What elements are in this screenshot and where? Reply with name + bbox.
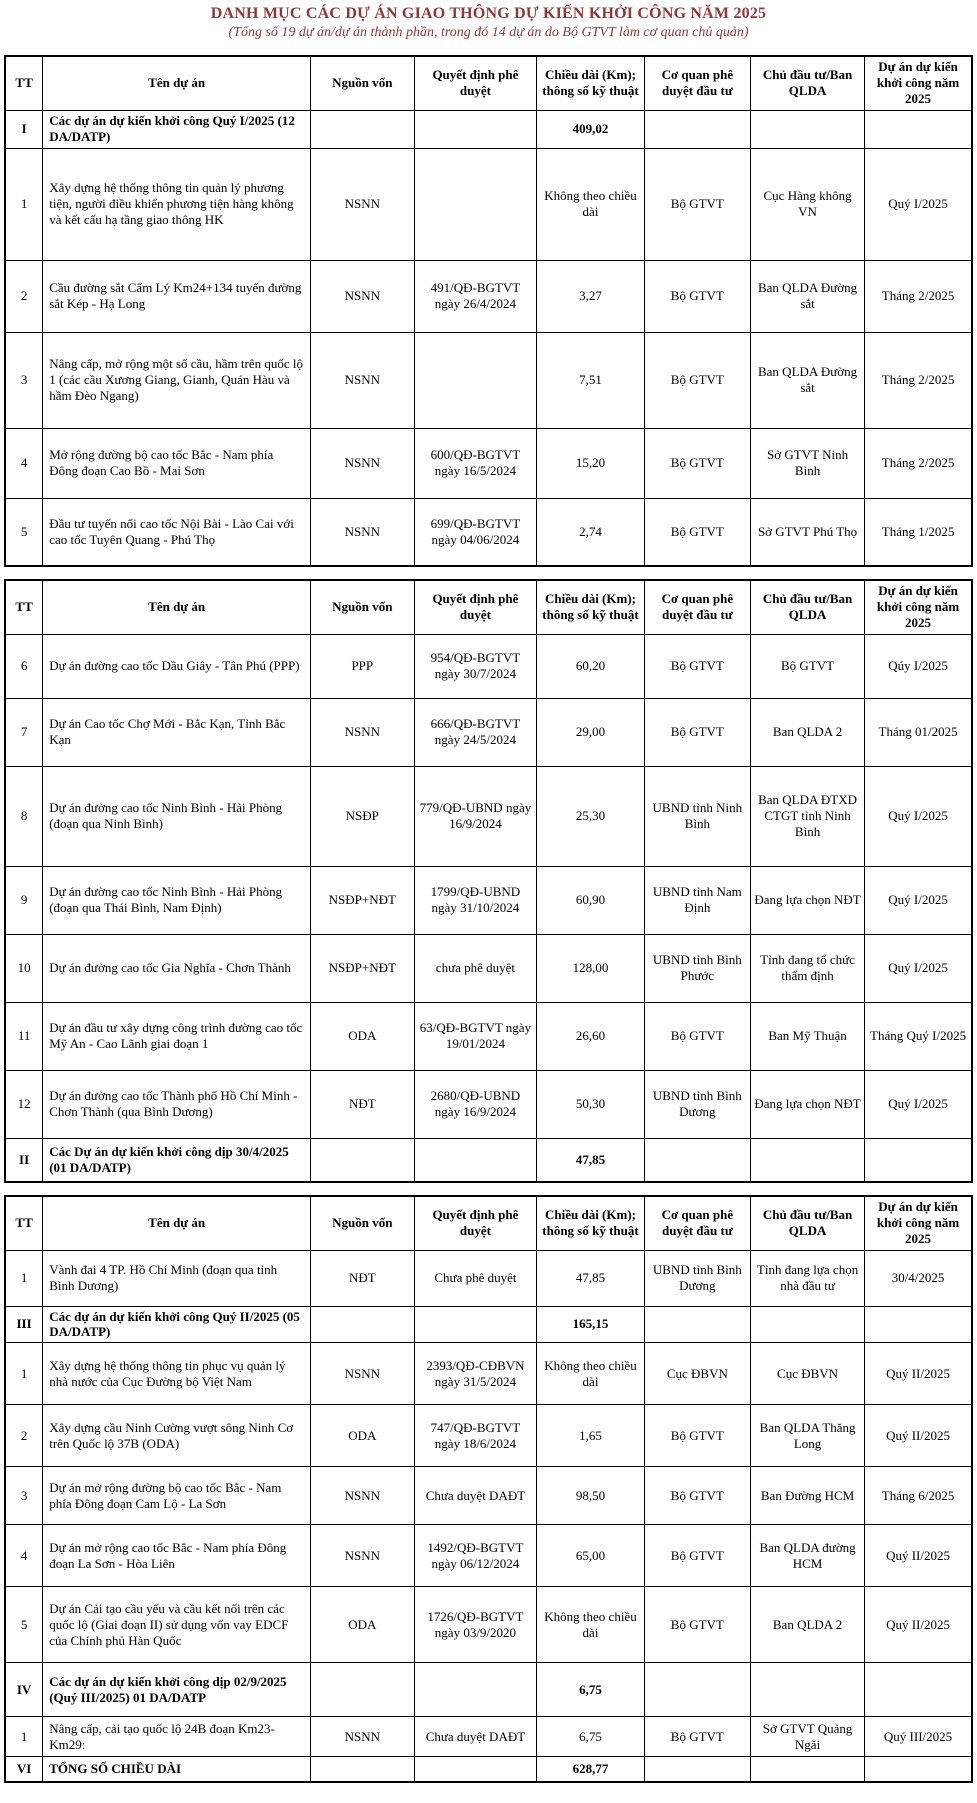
cell-length: 65,00 bbox=[537, 1525, 644, 1587]
column-header: Chủ đầu tư/Ban QLDA bbox=[751, 1196, 865, 1250]
cell-approval-agency: Bộ GTVT bbox=[644, 634, 750, 698]
cell-approval-agency: Bộ GTVT bbox=[644, 498, 750, 566]
cell-funding-source: PPP bbox=[311, 634, 414, 698]
column-header: Chiều dài (Km); thông số kỹ thuật bbox=[537, 1196, 644, 1250]
cell-investor: Cục ĐBVN bbox=[751, 1343, 865, 1405]
cell-project-name: Dự án đường cao tốc Ninh Bình - Hải Phòng (đoạn qua Ninh Bình) bbox=[43, 766, 311, 866]
cell-expected-start: Tháng 01/2025 bbox=[865, 698, 972, 766]
cell-investor bbox=[751, 1306, 865, 1343]
section-summary-row bbox=[5, 1757, 972, 1782]
header-row bbox=[5, 580, 972, 634]
project-row bbox=[5, 498, 972, 566]
cell-investor: Tỉnh đang tổ chức thẩm định bbox=[751, 934, 865, 1002]
cell-approval-decision: 699/QĐ-BGTVT ngày 04/06/2024 bbox=[414, 498, 537, 566]
cell-approval-decision: 747/QĐ-BGTVT ngày 18/6/2024 bbox=[414, 1405, 537, 1467]
cell-expected-start: Quý I/2025 bbox=[865, 766, 972, 866]
column-header: Nguồn vốn bbox=[311, 56, 414, 110]
cell-length: Không theo chiều dài bbox=[537, 1587, 644, 1663]
cell-project-name: Nâng cấp, mở rộng một số cầu, hầm trên quốc lộ 1 (các cầu Xương Giang, Gianh, Quán Hàu và hầm Đèo Ngang) bbox=[43, 332, 311, 428]
cell-project-name: TỔNG SỐ CHIỀU DÀI bbox=[43, 1757, 311, 1782]
cell-funding-source: ODA bbox=[311, 1405, 414, 1467]
column-header: Cơ quan phê duyệt đầu tư bbox=[644, 580, 750, 634]
cell-tt: I bbox=[5, 110, 43, 148]
cell-expected-start: Quý I/2025 bbox=[865, 1070, 972, 1138]
cell-expected-start: Quý II/2025 bbox=[865, 1343, 972, 1405]
cell-funding-source: NĐT bbox=[311, 1250, 414, 1306]
column-header: Tên dự án bbox=[43, 56, 311, 110]
header-row bbox=[5, 56, 972, 110]
cell-funding-source: NĐT bbox=[311, 1070, 414, 1138]
cell-approval-decision bbox=[414, 1663, 537, 1717]
cell-expected-start bbox=[865, 1306, 972, 1343]
cell-investor: Ban QLDA Đường sắt bbox=[751, 332, 865, 428]
project-row bbox=[5, 634, 972, 698]
cell-tt: IV bbox=[5, 1663, 43, 1717]
cell-project-name: Đầu tư tuyến nối cao tốc Nội Bài - Lào Cai với cao tốc Tuyên Quang - Phú Thọ bbox=[43, 498, 311, 566]
cell-funding-source: NSNN bbox=[311, 1467, 414, 1525]
cell-approval-agency: Bộ GTVT bbox=[644, 1525, 750, 1587]
projects-table bbox=[4, 1195, 973, 1783]
cell-length: 6,75 bbox=[537, 1717, 644, 1757]
cell-tt: 7 bbox=[5, 698, 43, 766]
cell-investor: Bộ GTVT bbox=[751, 634, 865, 698]
cell-approval-agency bbox=[644, 110, 750, 148]
cell-length: 50,30 bbox=[537, 1070, 644, 1138]
cell-tt: 3 bbox=[5, 1467, 43, 1525]
cell-expected-start bbox=[865, 1138, 972, 1182]
header-row bbox=[5, 1196, 972, 1250]
cell-approval-decision: Chưa duyệt DAĐT bbox=[414, 1467, 537, 1525]
cell-length: 25,30 bbox=[537, 766, 644, 866]
cell-length: 2,74 bbox=[537, 498, 644, 566]
cell-tt: 1 bbox=[5, 1343, 43, 1405]
cell-funding-source: ODA bbox=[311, 1587, 414, 1663]
cell-investor: Ban QLDA Đường sắt bbox=[751, 260, 865, 332]
cell-approval-decision: Chưa duyệt DAĐT bbox=[414, 1717, 537, 1757]
cell-approval-agency: Cục ĐBVN bbox=[644, 1343, 750, 1405]
cell-length: 7,51 bbox=[537, 332, 644, 428]
cell-project-name: Nâng cấp, cải tạo quốc lộ 24B đoạn Km23-Km29: bbox=[43, 1717, 311, 1757]
cell-approval-decision bbox=[414, 110, 537, 148]
cell-approval-decision: 954/QĐ-BGTVT ngày 30/7/2024 bbox=[414, 634, 537, 698]
cell-approval-agency: Bộ GTVT bbox=[644, 1717, 750, 1757]
cell-project-name: Dự án đường cao tốc Thành phố Hồ Chí Minh - Chơn Thành (qua Bình Dương) bbox=[43, 1070, 311, 1138]
project-row bbox=[5, 260, 972, 332]
projects-table bbox=[4, 55, 973, 567]
column-header: Dự án dự kiến khởi công năm 2025 bbox=[865, 580, 972, 634]
cell-approval-decision: 1726/QĐ-BGTVT ngày 03/9/2020 bbox=[414, 1587, 537, 1663]
cell-approval-agency: UBND tỉnh Ninh Bình bbox=[644, 766, 750, 866]
cell-approval-decision bbox=[414, 1138, 537, 1182]
cell-funding-source bbox=[311, 1757, 414, 1782]
cell-length: 60,90 bbox=[537, 866, 644, 934]
cell-approval-agency: UBND tỉnh Bình Dương bbox=[644, 1070, 750, 1138]
cell-length: 165,15 bbox=[537, 1306, 644, 1343]
cell-expected-start: Quý I/2025 bbox=[865, 866, 972, 934]
cell-project-name: Các dự án dự kiến khởi công dịp 02/9/2025 (Quý III/2025) 01 DA/DATP bbox=[43, 1663, 311, 1717]
cell-investor: Ban QLDA 2 bbox=[751, 698, 865, 766]
cell-approval-agency: Bộ GTVT bbox=[644, 428, 750, 498]
column-header: Dự án dự kiến khởi công năm 2025 bbox=[865, 1196, 972, 1250]
project-row bbox=[5, 428, 972, 498]
cell-approval-decision bbox=[414, 1306, 537, 1343]
cell-length: 26,60 bbox=[537, 1002, 644, 1070]
column-header: Nguồn vốn bbox=[311, 580, 414, 634]
cell-funding-source bbox=[311, 110, 414, 148]
column-header: Chủ đầu tư/Ban QLDA bbox=[751, 56, 865, 110]
cell-expected-start: Quý I/2025 bbox=[865, 934, 972, 1002]
cell-approval-agency: Bộ GTVT bbox=[644, 148, 750, 260]
cell-approval-agency: Bộ GTVT bbox=[644, 1405, 750, 1467]
cell-expected-start: Tháng 2/2025 bbox=[865, 428, 972, 498]
cell-tt: 12 bbox=[5, 1070, 43, 1138]
cell-approval-agency: Bộ GTVT bbox=[644, 1587, 750, 1663]
cell-funding-source bbox=[311, 1138, 414, 1182]
column-header: Quyết định phê duyệt bbox=[414, 56, 537, 110]
project-row bbox=[5, 1070, 972, 1138]
column-header: Nguồn vốn bbox=[311, 1196, 414, 1250]
cell-approval-decision bbox=[414, 1757, 537, 1782]
cell-approval-agency: UBND tỉnh Nam Định bbox=[644, 866, 750, 934]
cell-approval-decision: 1492/QĐ-BGTVT ngày 06/12/2024 bbox=[414, 1525, 537, 1587]
cell-approval-decision: 2393/QĐ-CĐBVN ngày 31/5/2024 bbox=[414, 1343, 537, 1405]
project-row bbox=[5, 1525, 972, 1587]
column-header: TT bbox=[5, 56, 43, 110]
project-row bbox=[5, 1717, 972, 1757]
cell-funding-source bbox=[311, 1306, 414, 1343]
column-header: Quyết định phê duyệt bbox=[414, 580, 537, 634]
cell-investor bbox=[751, 1757, 865, 1782]
project-tables-container bbox=[4, 55, 973, 1783]
column-header: Chủ đầu tư/Ban QLDA bbox=[751, 580, 865, 634]
cell-length: 3,27 bbox=[537, 260, 644, 332]
cell-approval-agency: Bộ GTVT bbox=[644, 260, 750, 332]
cell-length: 29,00 bbox=[537, 698, 644, 766]
cell-funding-source: NSĐP+NĐT bbox=[311, 866, 414, 934]
project-row bbox=[5, 1250, 972, 1306]
cell-project-name: Dự án đường cao tốc Gia Nghĩa - Chơn Thành bbox=[43, 934, 311, 1002]
cell-funding-source: NSNN bbox=[311, 1717, 414, 1757]
cell-length: 47,85 bbox=[537, 1138, 644, 1182]
cell-investor: Sở GTVT Quảng Ngãi bbox=[751, 1717, 865, 1757]
cell-investor: Sở GTVT Phú Thọ bbox=[751, 498, 865, 566]
cell-length: 98,50 bbox=[537, 1467, 644, 1525]
cell-expected-start: 30/4/2025 bbox=[865, 1250, 972, 1306]
cell-approval-decision: 491/QĐ-BGTVT ngày 26/4/2024 bbox=[414, 260, 537, 332]
cell-funding-source: NSĐP bbox=[311, 766, 414, 866]
cell-tt: 2 bbox=[5, 260, 43, 332]
cell-approval-decision bbox=[414, 332, 537, 428]
cell-expected-start: Quý II/2025 bbox=[865, 1525, 972, 1587]
cell-investor: Tỉnh đang lựa chọn nhà đầu tư bbox=[751, 1250, 865, 1306]
project-row bbox=[5, 1587, 972, 1663]
cell-project-name: Dự án Cao tốc Chợ Mới - Bắc Kạn, Tỉnh Bắc Kạn bbox=[43, 698, 311, 766]
project-row bbox=[5, 766, 972, 866]
cell-approval-decision bbox=[414, 148, 537, 260]
cell-investor: Sở GTVT Ninh Bình bbox=[751, 428, 865, 498]
section-summary-row bbox=[5, 110, 972, 148]
cell-approval-agency bbox=[644, 1306, 750, 1343]
cell-investor bbox=[751, 1138, 865, 1182]
column-header: Tên dự án bbox=[43, 1196, 311, 1250]
cell-length: 128,00 bbox=[537, 934, 644, 1002]
cell-investor: Ban QLDA 2 bbox=[751, 1587, 865, 1663]
cell-tt: 1 bbox=[5, 1250, 43, 1306]
cell-tt: 4 bbox=[5, 428, 43, 498]
cell-investor: Đang lựa chọn NĐT bbox=[751, 1070, 865, 1138]
cell-tt: 9 bbox=[5, 866, 43, 934]
cell-approval-agency: UBND tỉnh Bình Phước bbox=[644, 934, 750, 1002]
cell-approval-agency bbox=[644, 1138, 750, 1182]
cell-approval-decision: 1799/QĐ-UBND ngày 31/10/2024 bbox=[414, 866, 537, 934]
cell-tt: II bbox=[5, 1138, 43, 1182]
project-row bbox=[5, 1405, 972, 1467]
cell-tt: 3 bbox=[5, 332, 43, 428]
cell-length: 15,20 bbox=[537, 428, 644, 498]
cell-length: Không theo chiều dài bbox=[537, 1343, 644, 1405]
column-header: TT bbox=[5, 1196, 43, 1250]
cell-tt: 6 bbox=[5, 634, 43, 698]
cell-investor: Ban Mỹ Thuận bbox=[751, 1002, 865, 1070]
cell-investor: Đang lựa chọn NĐT bbox=[751, 866, 865, 934]
cell-investor: Ban QLDA ĐTXD CTGT tỉnh Ninh Bình bbox=[751, 766, 865, 866]
cell-approval-decision: chưa phê duyệt bbox=[414, 934, 537, 1002]
cell-funding-source: NSNN bbox=[311, 332, 414, 428]
cell-tt: 2 bbox=[5, 1405, 43, 1467]
project-row bbox=[5, 1343, 972, 1405]
cell-project-name: Các dự án dự kiến khởi công Quý I/2025 (12 DA/DATP) bbox=[43, 110, 311, 148]
cell-expected-start: Tháng Quý I/2025 bbox=[865, 1002, 972, 1070]
cell-approval-agency bbox=[644, 1757, 750, 1782]
column-header: Tên dự án bbox=[43, 580, 311, 634]
page-subtitle: (Tổng số 19 dự án/dự án thành phần, trong đó 14 dự án do Bộ GTVT làm cơ quan chủ quản) bbox=[228, 25, 749, 40]
cell-approval-decision: 666/QĐ-BGTVT ngày 24/5/2024 bbox=[414, 698, 537, 766]
cell-project-name: Xây dựng hệ thống thông tin quản lý phương tiện, người điều khiển phương tiện hàng không và kết cấu hạ tầng giao thông HK bbox=[43, 148, 311, 260]
cell-approval-decision: Chưa phê duyệt bbox=[414, 1250, 537, 1306]
column-header: Cơ quan phê duyệt đầu tư bbox=[644, 1196, 750, 1250]
cell-funding-source: NSĐP+NĐT bbox=[311, 934, 414, 1002]
cell-approval-agency: Bộ GTVT bbox=[644, 1002, 750, 1070]
cell-project-name: Dự án mở rộng đường bộ cao tốc Bắc - Nam phía Đông đoạn Cam Lộ - La Sơn bbox=[43, 1467, 311, 1525]
cell-project-name: Dự án đầu tư xây dựng công trình đường cao tốc Mỹ An - Cao Lãnh giai đoạn 1 bbox=[43, 1002, 311, 1070]
cell-approval-agency: Bộ GTVT bbox=[644, 332, 750, 428]
cell-approval-decision: 63/QĐ-BGTVT ngày 19/01/2024 bbox=[414, 1002, 537, 1070]
cell-length: 47,85 bbox=[537, 1250, 644, 1306]
cell-length: 6,75 bbox=[537, 1663, 644, 1717]
cell-funding-source: NSNN bbox=[311, 498, 414, 566]
cell-project-name: Xây dựng hệ thống thông tin phục vụ quản lý nhà nước của Cục Đường bộ Việt Nam bbox=[43, 1343, 311, 1405]
cell-funding-source: NSNN bbox=[311, 1525, 414, 1587]
column-header: Cơ quan phê duyệt đầu tư bbox=[644, 56, 750, 110]
cell-length: 60,20 bbox=[537, 634, 644, 698]
cell-project-name: Dự án mở rộng cao tốc Bắc - Nam phía Đông đoạn La Sơn - Hòa Liên bbox=[43, 1525, 311, 1587]
cell-funding-source: ODA bbox=[311, 1002, 414, 1070]
cell-tt: 5 bbox=[5, 498, 43, 566]
cell-expected-start: Qúy I/2025 bbox=[865, 634, 972, 698]
cell-approval-agency: Bộ GTVT bbox=[644, 698, 750, 766]
cell-investor: Cục Hàng không VN bbox=[751, 148, 865, 260]
cell-tt: 1 bbox=[5, 1717, 43, 1757]
cell-length: 409,02 bbox=[537, 110, 644, 148]
section-summary-row bbox=[5, 1306, 972, 1343]
cell-approval-agency: UBND tỉnh Bình Dương bbox=[644, 1250, 750, 1306]
cell-expected-start: Quý II/2025 bbox=[865, 1587, 972, 1663]
cell-investor: Ban QLDA Thăng Long bbox=[751, 1405, 865, 1467]
cell-approval-agency bbox=[644, 1663, 750, 1717]
cell-project-name: Xây dựng cầu Ninh Cường vượt sông Ninh Cơ trên Quốc lộ 37B (ODA) bbox=[43, 1405, 311, 1467]
cell-project-name: Các Dự án dự kiến khởi công dịp 30/4/2025 (01 DA/DATP) bbox=[43, 1138, 311, 1182]
cell-approval-decision: 600/QĐ-BGTVT ngày 16/5/2024 bbox=[414, 428, 537, 498]
column-header: TT bbox=[5, 580, 43, 634]
column-header: Chiều dài (Km); thông số kỹ thuật bbox=[537, 56, 644, 110]
cell-approval-agency: Bộ GTVT bbox=[644, 1467, 750, 1525]
cell-funding-source: NSNN bbox=[311, 698, 414, 766]
cell-expected-start: Tháng 2/2025 bbox=[865, 260, 972, 332]
cell-tt: VI bbox=[5, 1757, 43, 1782]
column-header: Quyết định phê duyệt bbox=[414, 1196, 537, 1250]
cell-project-name: Dự án Cải tạo cầu yếu và cầu kết nối trên các quốc lộ (Giai đoạn II) sử dụng vốn vay EDCF của Chính phủ Hàn Quốc bbox=[43, 1587, 311, 1663]
cell-funding-source bbox=[311, 1663, 414, 1717]
cell-length: 1,65 bbox=[537, 1405, 644, 1467]
cell-expected-start: Tháng 6/2025 bbox=[865, 1467, 972, 1525]
cell-expected-start bbox=[865, 110, 972, 148]
project-row bbox=[5, 866, 972, 934]
cell-length: Không theo chiều dài bbox=[537, 148, 644, 260]
page-title: DANH MỤC CÁC DỰ ÁN GIAO THÔNG DỰ KIẾN KHỞI CÔNG NĂM 2025 bbox=[210, 5, 767, 22]
project-row bbox=[5, 1002, 972, 1070]
projects-table bbox=[4, 579, 973, 1183]
cell-expected-start: Quý II/2025 bbox=[865, 1405, 972, 1467]
cell-length: 628,77 bbox=[537, 1757, 644, 1782]
section-summary-row bbox=[5, 1138, 972, 1182]
cell-project-name: Dự án đường cao tốc Dầu Giây - Tân Phú (PPP) bbox=[43, 634, 311, 698]
cell-tt: 11 bbox=[5, 1002, 43, 1070]
project-row bbox=[5, 1467, 972, 1525]
cell-expected-start bbox=[865, 1757, 972, 1782]
cell-funding-source: NSNN bbox=[311, 1343, 414, 1405]
column-header: Chiều dài (Km); thông số kỹ thuật bbox=[537, 580, 644, 634]
cell-tt: 5 bbox=[5, 1587, 43, 1663]
cell-approval-decision: 2680/QĐ-UBND ngày 16/9/2024 bbox=[414, 1070, 537, 1138]
project-row bbox=[5, 332, 972, 428]
cell-tt: 1 bbox=[5, 148, 43, 260]
cell-expected-start: Quý III/2025 bbox=[865, 1717, 972, 1757]
project-row bbox=[5, 148, 972, 260]
cell-investor bbox=[751, 110, 865, 148]
cell-investor: Ban QLDA đường HCM bbox=[751, 1525, 865, 1587]
cell-project-name: Cầu đường sắt Cẩm Lý Km24+134 tuyến đường sắt Kép - Hạ Long bbox=[43, 260, 311, 332]
cell-project-name: Dự án đường cao tốc Ninh Bình - Hải Phòng (đoạn qua Thái Bình, Nam Định) bbox=[43, 866, 311, 934]
cell-funding-source: NSNN bbox=[311, 260, 414, 332]
cell-funding-source: NSNN bbox=[311, 428, 414, 498]
project-row bbox=[5, 934, 972, 1002]
cell-tt: 10 bbox=[5, 934, 43, 1002]
cell-tt: 8 bbox=[5, 766, 43, 866]
cell-approval-decision: 779/QĐ-UBND ngày 16/9/2024 bbox=[414, 766, 537, 866]
cell-expected-start: Tháng 1/2025 bbox=[865, 498, 972, 566]
cell-tt: III bbox=[5, 1306, 43, 1343]
section-summary-row bbox=[5, 1663, 972, 1717]
cell-expected-start: Tháng 2/2025 bbox=[865, 332, 972, 428]
column-header: Dự án dự kiến khởi công năm 2025 bbox=[865, 56, 972, 110]
cell-funding-source: NSNN bbox=[311, 148, 414, 260]
cell-project-name: Mở rộng đường bộ cao tốc Bắc - Nam phía Đông đoạn Cao Bồ - Mai Sơn bbox=[43, 428, 311, 498]
cell-tt: 4 bbox=[5, 1525, 43, 1587]
cell-project-name: Các dự án dự kiến khởi công Quý II/2025 (05 DA/DATP) bbox=[43, 1306, 311, 1343]
project-row bbox=[5, 698, 972, 766]
cell-investor: Ban Đường HCM bbox=[751, 1467, 865, 1525]
cell-expected-start: Quý I/2025 bbox=[865, 148, 972, 260]
cell-investor bbox=[751, 1663, 865, 1717]
cell-project-name: Vành đai 4 TP. Hồ Chí Minh (đoạn qua tỉnh Bình Dương) bbox=[43, 1250, 311, 1306]
cell-expected-start bbox=[865, 1663, 972, 1717]
